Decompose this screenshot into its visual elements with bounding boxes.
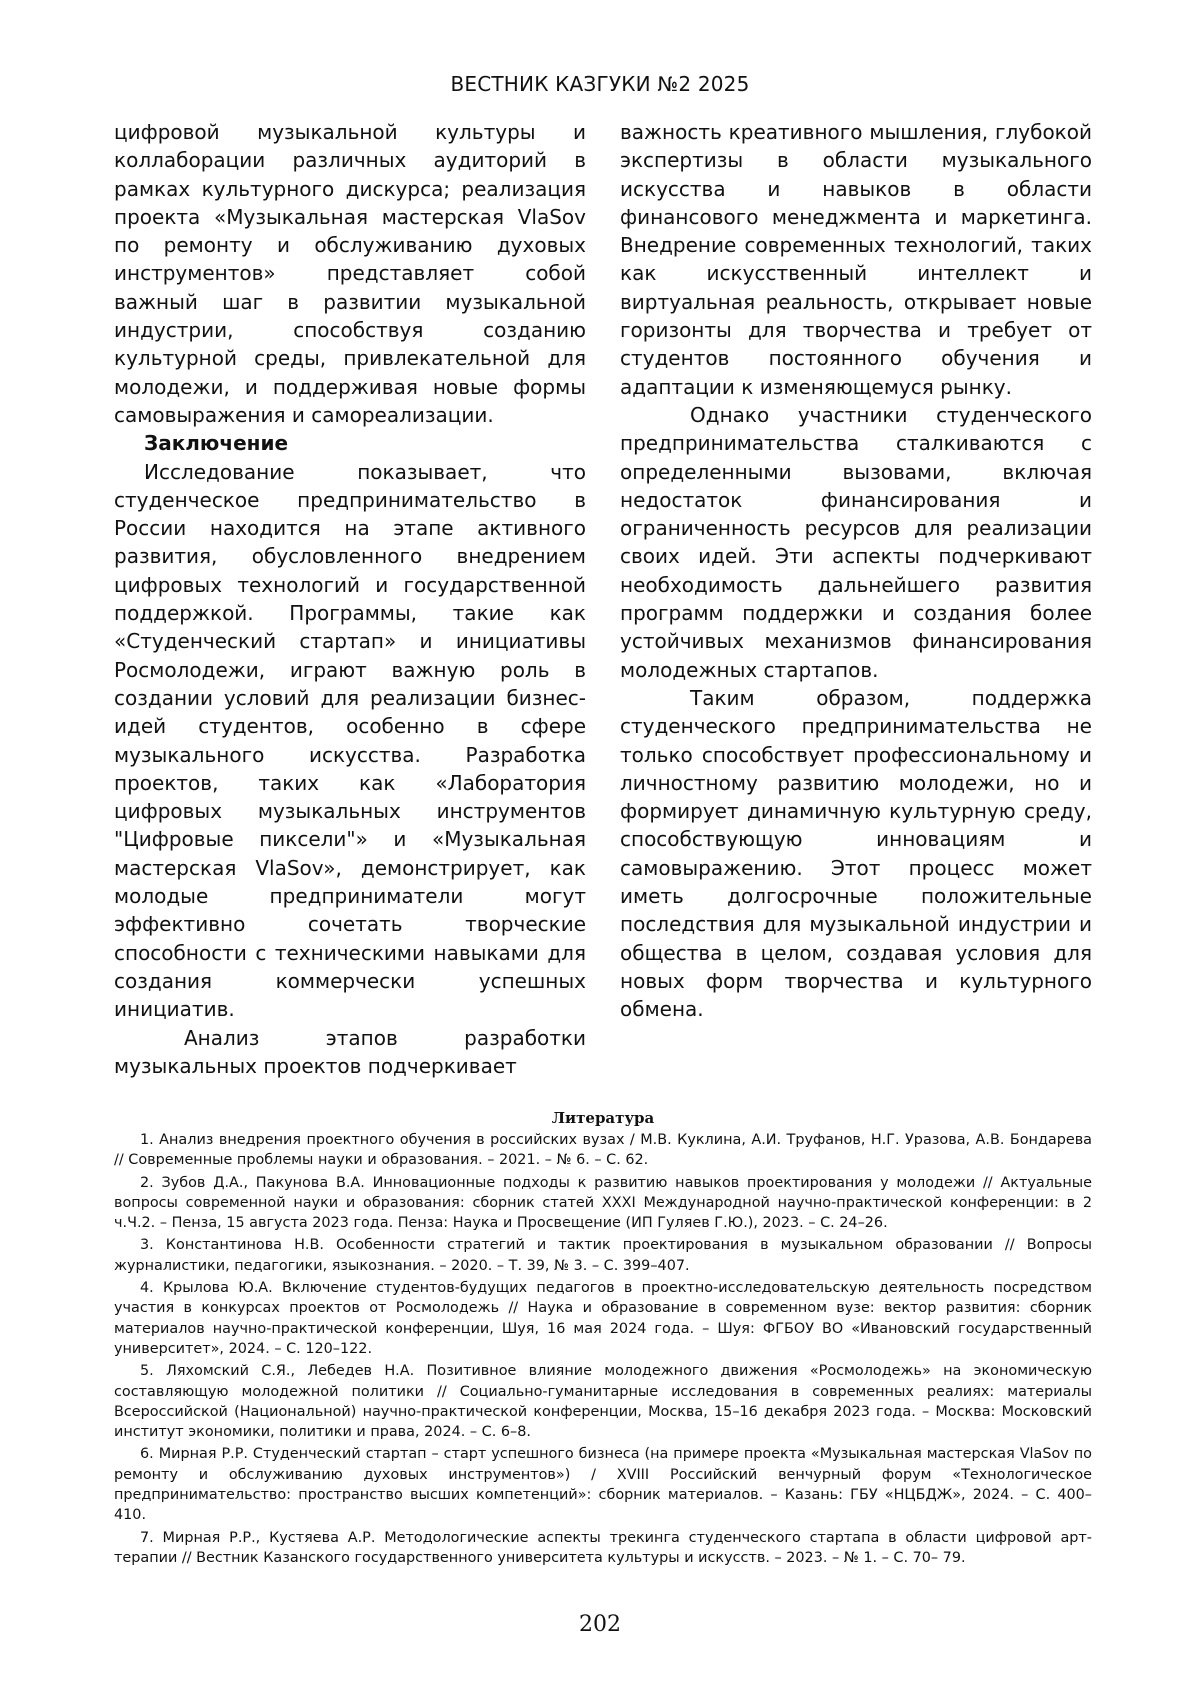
reference-item: 2. Зубов Д.А., Пакунова В.А. Инновационные подходы к развитию навыков проектирования у молодежи // Актуальные вопросы современной науки и образования: сборник статей XXXI Международной научно-практической конференции: в 2 ч.Ч.2. – Пенза, 15 августа 2023 года. Пенза: Наука и Просвещение (ИП Гуляев Г.Ю.), 2023. – С. 24–26. [114,1174,1092,1232]
left-paragraph-3: Анализ этапов разработки музыкальных проектов подчеркивает [114,1025,586,1078]
reference-item: 6. Мирная Р.Р. Студенческий стартап – старт успешного бизнеса (на примере проекта «Музыкальная мастерская VlaSov по ремонту и обслуживанию духовых инструментов») / XVIII Российский венчурный форум «Технологическое предпринимательство: пространство высших компетенций»: сборник материалов. – Казань: ГБУ «НЦБДЖ», 2024. – С. 400– 410. [114,1446,1092,1524]
references-section [114,1108,1092,1570]
conclusion-heading: Заключение [144,431,289,456]
page-number: 202 [579,1612,621,1637]
reference-item: 3. Константинова Н.В. Особенности стратегий и тактик проектирования в музыкальном образовании // Вопросы журналистики, педагогики, языкознания. – 2020. – Т. 39, № 3. – С. 399–407. [114,1237,1092,1274]
right-column [620,118,1092,1024]
right-paragraph-3: Таким образом, поддержка студенческого предпринимательства не только способствует профессиональному и личностному развитию молодежи, но и формирует динамичную культурную среду, способствующую инновациям и самовыражению. Этот процесс может иметь долгосрочные положительные последствия для музыкальной индустрии и общества в целом, создавая условия для новых форм творчества и культурного обмена. [620,685,1092,1022]
reference-item: 5. Ляхомский С.Я., Лебедев Н.А. Позитивное влияние молодежного движения «Росмолодежь» на экономическую составляющую молодежной политики // Социально-гуманитарные исследования в современных реалиях: материалы Всероссийской (Национальной) научно-практической конференции, Москва, 15–16 декабря 2023 года. – Москва: Московский институт экономики, политики и права, 2024. – С. 6–8. [114,1363,1092,1441]
right-paragraph-2: Однако участники студенческого предпринимательства сталкиваются с определенными вызовами, включая недостаток финансирования и ограниченность ресурсов для реализации своих идей. Эти аспекты подчеркивают необходимость дальнейшего развития программ поддержки и создания более устойчивых механизмов финансирования молодежных стартапов. [620,402,1092,682]
reference-item: 7. Мирная Р.Р., Кустяева А.Р. Методологические аспекты трекинга студенческого стартапа в области цифровой арт-терапии // Вестник Казанского государственного университета культуры и искусств. – 2023. – № 1. – С. 70– 79. [114,1529,1092,1566]
left-paragraph-2: Исследование показывает, что студенческое предпринимательство в России находится на этапе активного развития, обусловленного внедрением цифровых технологий и государственной поддержкой. Программы, такие как «Студенческий стартап» и инициативы Росмолодежи, играют важную роль в создании условий для реализации бизнес-идей студентов, особенно в сфере музыкального искусства. Разработка проектов, таких как «Лаборатория цифровых музыкальных инструментов "Цифровые пиксели"» и «Музыкальная мастерская VlaSov», демонстрирует, как молодые предприниматели могут эффективно сочетать творческие способности с техническими навыками для создания коммерчески успешных инициатив. [114,459,586,1022]
references-list [114,1130,1092,1568]
running-header: ВЕСТНИК КАЗГУКИ №2 2025 [450,72,750,96]
left-column [114,118,586,1080]
reference-item: 1. Анализ внедрения проектного обучения в российских вузах / М.В. Куклина, А.И. Труфанов, Н.Г. Уразова, А.В. Бондарева // Современные проблемы науки и образования. – 2021. – № 6. – С. 62. [114,1132,1092,1169]
reference-item: 4. Крылова Ю.А. Включение студентов-будущих педагогов в проектно-исследовательскую деятельность посредством участия в конкурсах проектов от Росмолодежь // Наука и образование в современном вузе: вектор развития: сборник материалов научно-практической конференции, Шуя, 16 мая 2024 года. – Шуя: ФГБОУ ВО «Ивановский государственный университет», 2024. – С. 120–122. [114,1280,1092,1357]
left-paragraph-1: цифровой музыкальной культуры и коллаборации различных аудиторий в рамках культурного дискурса; реализация проекта «Музыкальная мастерская VlaSov по ремонту и обслуживанию духовых инструментов» представляет собой важный шаг в развитии музыкальной индустрии, способствуя созданию культурной среды, привлекательной для молодежи, и поддерживая новые формы самовыражения и самореализации. [114,120,586,427]
references-title: Литература [551,1109,655,1127]
right-paragraph-1: важность креативного мышления, глубокой экспертизы в области музыкального искусства и навыков в области финансового менеджмента и маркетинга. Внедрение современных технологий, таких как искусственный интеллект и виртуальная реальность, открывает новые горизонты для творчества и требует от студентов постоянного обучения и адаптации к изменяющемуся рынку. [620,120,1092,399]
